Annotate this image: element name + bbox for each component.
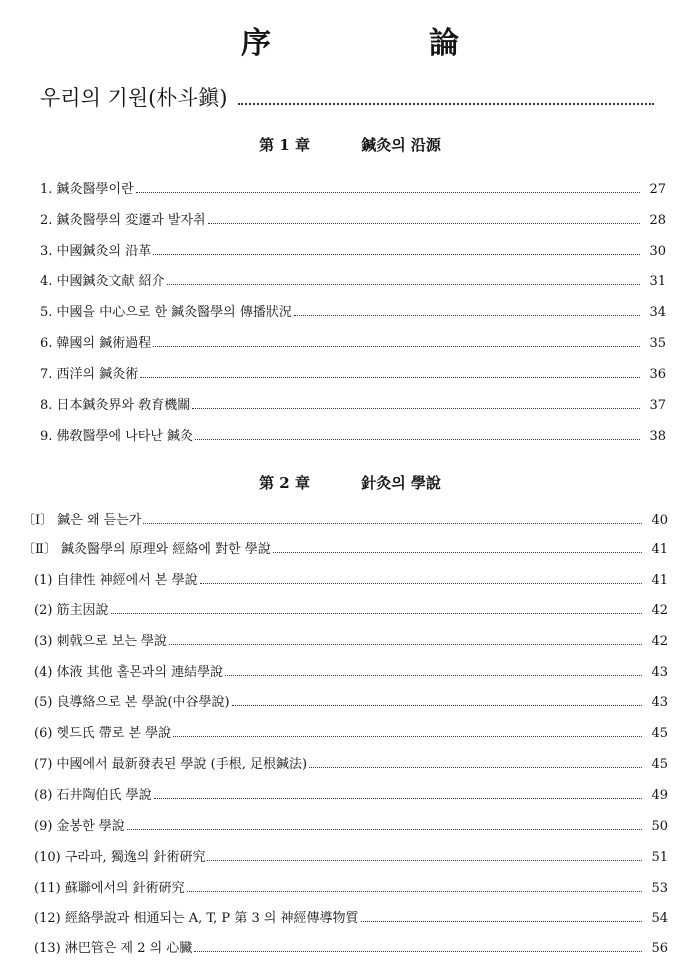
toc-entry-page: 34 [649,305,666,320]
toc-entry-page: 53 [651,881,668,896]
chapter-2-heading [0,472,700,493]
toc-entry-page: 40 [651,513,668,528]
dot-leader [294,315,640,316]
toc-entry-label: (1) 自律性 神經에서 본 學說 [34,573,198,588]
toc-entry [34,753,668,772]
toc-entry [22,538,668,557]
dot-leader [187,891,642,892]
toc-entry [22,509,668,528]
toc-entry-page: 43 [651,665,668,680]
dot-leader [167,284,640,285]
toc-entry-page: 56 [651,941,668,956]
toc-entry-page: 30 [649,244,666,259]
toc-entry-page: 43 [651,695,668,710]
dot-leader [225,675,642,676]
dot-leader [232,705,642,706]
toc-entry [40,425,666,444]
origin-entry [40,82,660,112]
chapter-2-name: 針灸의 學說 [361,474,441,492]
toc-entry [40,301,666,320]
toc-entry-label: (2) 筋主因說 [34,603,109,618]
toc-entry-page: 51 [651,850,668,865]
toc-entry-label: 4. 中國鍼灸文献 紹介 [40,274,165,289]
dot-leader [309,767,642,768]
dot-leader [154,798,642,799]
dot-leader [136,192,640,193]
toc-entry-label: (12) 經絡學說과 相通되는 A, T, P 第 3 의 神經傳導物質 [34,911,359,926]
origin-label: 우리의 기원(朴斗鎭) [40,86,228,110]
toc-entry-page: 27 [649,182,666,197]
toc-entry [34,877,668,896]
toc-entry [40,363,666,382]
toc-entry [40,394,666,413]
toc-entry-label: (3) 刺戟으로 보는 學說 [34,634,168,649]
toc-entry [40,240,666,259]
dot-leader [153,346,640,347]
toc-entry [40,332,666,351]
toc-entry-label: (8) 石井陶伯氏 學說 [34,788,152,803]
toc-entry [34,630,668,649]
dot-leader [208,223,640,224]
toc-entry-page: 42 [651,634,668,649]
chapter-1-name: 鍼灸의 沿源 [361,136,441,154]
toc-entry [34,599,668,618]
toc-entry-page: 49 [651,788,668,803]
toc-entry-label: (10) 구라파, 獨逸의 針術硏究 [34,850,206,865]
toc-entry [34,937,668,956]
toc-entry [34,691,668,710]
toc-entry-label: 7. 西洋의 鍼灸術 [40,367,139,382]
toc-entry-label: (13) 淋巴管은 제 2 의 心臟 [34,941,193,956]
dot-leader [127,829,642,830]
toc-entry [34,907,668,926]
toc-entry-page: 28 [649,213,666,228]
toc-entry-label: (5) 良導絡으로 본 學說(中谷學說) [34,695,230,710]
toc-entry [40,178,666,197]
toc-entry-label: 6. 韓國의 鍼術過程 [40,336,152,351]
toc-entry-label: (9) 金봉한 學說 [34,819,125,834]
dot-leader [173,736,642,737]
toc-entry [34,846,668,865]
page-title: 序 論 [241,26,523,61]
toc-entry-label: 5. 中國을 中心으로 한 鍼灸醫學의 傳播狀況 [40,305,292,320]
toc-entry-page: 37 [649,398,666,413]
chapter-1-heading [0,134,700,155]
toc-entry-label: 9. 佛敎醫學에 나타난 鍼灸 [40,429,194,444]
toc-entry-label: (6) 헷드氏 帶로 본 學說 [34,726,172,741]
toc-entry [34,784,668,803]
dot-leader [195,439,640,440]
dot-leader [361,921,642,922]
toc-entry-page: 35 [649,336,666,351]
toc-entry [40,270,666,289]
toc-entry-label: 〔Ⅰ〕 鍼은 왜 듣는가 [22,513,142,528]
toc-entry [34,815,668,834]
dot-leader [273,552,642,553]
toc-entry-label: 8. 日本鍼灸界와 敎育機關 [40,398,191,413]
dot-leader [207,860,642,861]
dot-leader [143,523,642,524]
toc-entry [34,661,668,680]
toc-entry [40,209,666,228]
toc-entry-page: 45 [651,757,668,772]
toc-entry-page: 38 [649,429,666,444]
toc-entry-label: 2. 鍼灸醫學의 変遷과 발자취 [40,213,206,228]
toc-entry [34,722,668,741]
dot-leader [111,613,642,614]
toc-entry-page: 31 [649,274,666,289]
chapter-1-number: 第 1 章 [259,136,310,154]
dot-leader [169,644,642,645]
toc-entry-label: 3. 中國鍼灸의 沿革 [40,244,152,259]
toc-entry-label: 〔Ⅱ〕 鍼灸醫學의 原理와 經絡에 對한 學說 [22,542,271,557]
toc-entry-page: 54 [651,911,668,926]
toc-entry-label: (7) 中國에서 最新發表된 學說 (手根, 足根鍼法) [34,757,308,772]
dot-leader [153,254,640,255]
dot-leader [192,408,640,409]
toc-entry-page: 50 [651,819,668,834]
dot-leader [200,583,642,584]
toc-entry-page: 41 [651,542,668,557]
toc-entry-page: 36 [649,367,666,382]
toc-entry-page: 45 [651,726,668,741]
toc-entry-label: 1. 鍼灸醫學이란 [40,182,134,197]
dot-leader [140,377,640,378]
toc-entry-label: (4) 体液 其他 홀몬과의 連結學說 [34,665,224,680]
toc-entry [34,569,668,588]
chapter-2-number: 第 2 章 [259,474,310,492]
dot-leader [238,103,655,105]
toc-entry-label: (11) 蘇聯에서의 針術硏究 [34,881,185,896]
dot-leader [194,951,642,952]
toc-entry-page: 41 [651,573,668,588]
toc-entry-page: 42 [651,603,668,618]
